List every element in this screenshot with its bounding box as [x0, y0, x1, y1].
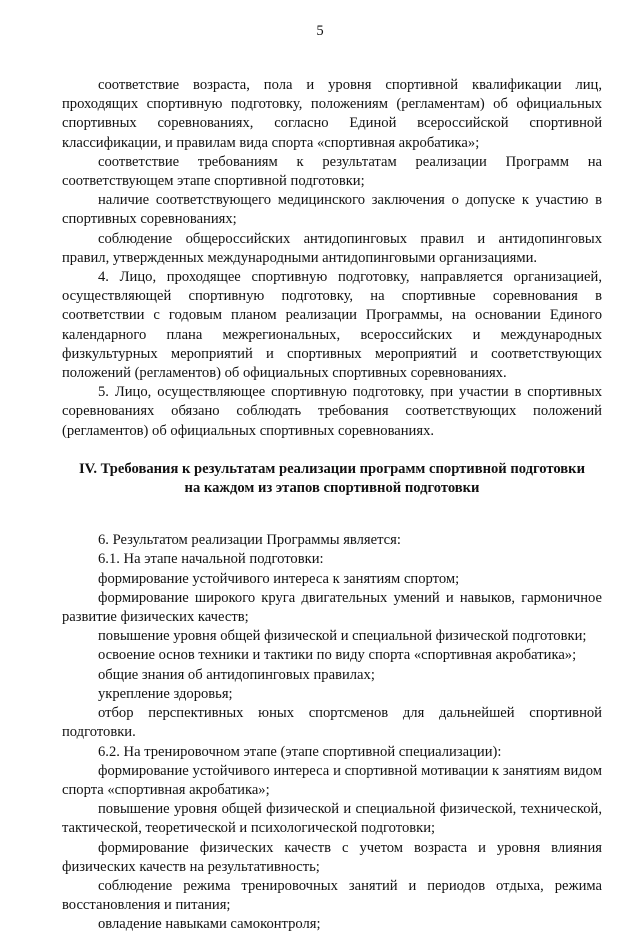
list-item-result: общие знания об антидопинговых правилах;: [98, 666, 375, 683]
page-number: 5: [316, 23, 324, 39]
list-item-result: соблюдение режима тренировочных занятий и периодов отдыха, режима восстановления и питания;: [62, 877, 602, 914]
section-heading-iv: IV. Требования к результатам реализации программ спортивной подготовки на каждом из этапов спортивной подготовки: [79, 460, 585, 497]
list-item-criterion-program: соответствие требованиям к результатам реализации Программ на соответствующем этапе спортивной подготовки;: [62, 153, 602, 190]
paragraph-clause-6-2: 6.2. На тренировочном этапе (этапе спортивной специализации):: [98, 743, 502, 760]
list-item-result: повышение уровня общей физической и специальной физической подготовки;: [98, 628, 587, 645]
list-item-result: отбор перспективных юных спортсменов для дальнейшей спортивной подготовки.: [62, 705, 602, 741]
list-item-result: укрепление здоровья;: [98, 685, 233, 702]
list-item-result: формирование физических качеств с учетом возраста и уровня влияния физических качеств на результативность;: [62, 839, 602, 875]
list-item-result: формирование устойчивого интереса к занятиям спортом;: [98, 570, 460, 587]
paragraph-clause-5: 5. Лицо, осуществляющее спортивную подготовку, при участии в спортивных соревнованиях обязано соблюдать требования соответствующих положений (регламентов) об официальных спортивных соревнованиях.: [62, 384, 602, 439]
list-item-result: освоение основ техники и тактики по виду спорта «спортивная акробатика»;: [98, 647, 577, 664]
list-item-criterion-medical: наличие соответствующего медицинского заключения о допуске к участию в спортивных соревнованиях;: [62, 192, 602, 228]
list-item-result: повышение уровня общей физической и специальной физической, технической, тактической, теоретической и психологической подготовки;: [62, 801, 602, 837]
list-item-criterion-age: соответствие возраста, пола и уровня спортивной квалификации лиц, проходящих спортивную подготовку, положениям (регламентам) об официальных спортивных соревнованиях, согласно Единой всероссийской спортивной классификации, и правилам вида спорта «спортивная акробатика»;: [62, 77, 602, 151]
paragraph-clause-6-1: 6.1. На этапе начальной подготовки:: [98, 551, 324, 568]
list-item-result: формирование широкого круга двигательных умений и навыков, гармоничное развитие физических качеств;: [62, 589, 602, 626]
paragraph-clause-4: 4. Лицо, проходящее спортивную подготовку, направляется организацией, осуществляющей спортивную подготовку, на спортивные соревнования в соответствии с годовым планом реализации Программы, на основании Единого календарного плана межрегиональных, всероссийских и международных физкультурных мероприятий и спортивных мероприятий и соответствующих положений (регламентов) об официальных спортивных соревнованиях.: [62, 269, 602, 382]
list-item-result: формирование устойчивого интереса и спортивной мотивации к занятиям видом спорта «спортивная акробатика»;: [62, 762, 602, 798]
page-content: [62, 76, 602, 935]
list-item-result: овладение навыками самоконтроля;: [98, 916, 321, 933]
list-item-criterion-antidoping: соблюдение общероссийских антидопинговых правил и антидопинговых правил, утвержденных международными антидопинговыми организациями.: [62, 230, 602, 266]
paragraph-clause-6: 6. Результатом реализации Программы является:: [98, 532, 401, 549]
